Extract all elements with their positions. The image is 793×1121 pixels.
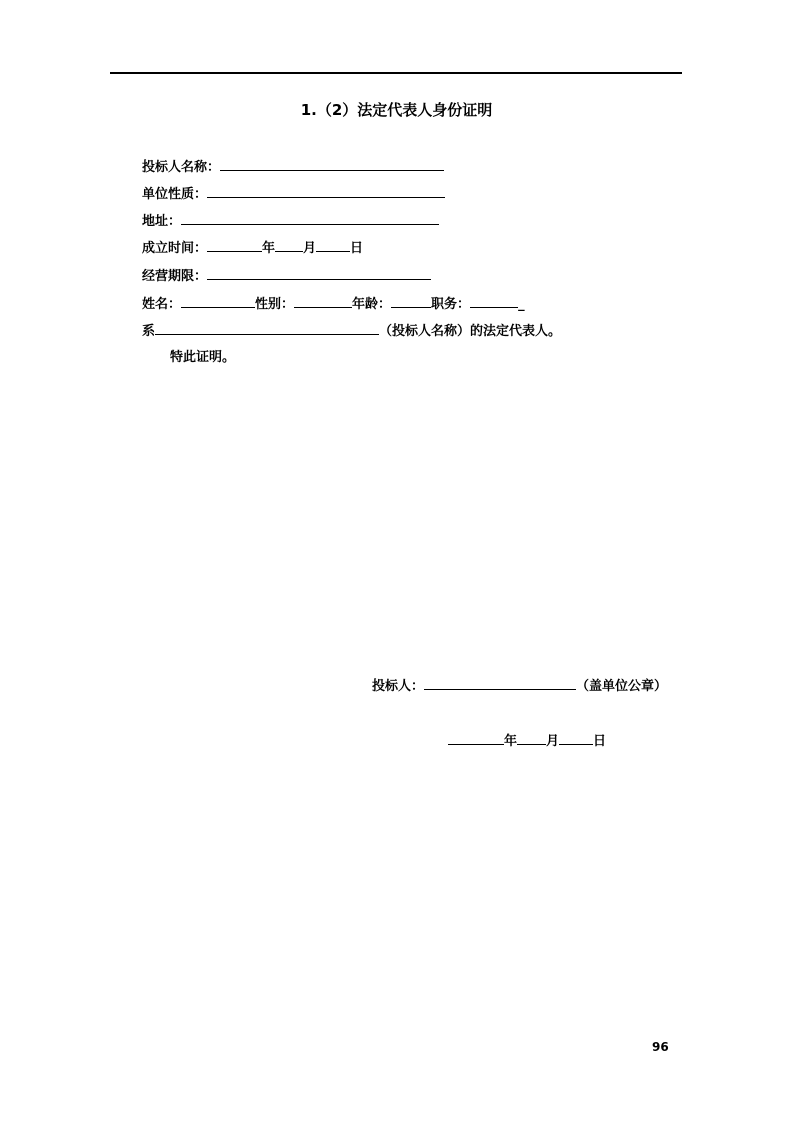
established-day-blank[interactable]: [316, 238, 350, 252]
age-blank[interactable]: [391, 294, 431, 308]
signature-bidder-blank[interactable]: [424, 676, 576, 690]
bidder-name-row: [142, 157, 444, 177]
age-label: 年龄：: [352, 297, 392, 312]
signature-year-blank[interactable]: [448, 731, 504, 745]
established-year-blank[interactable]: [207, 238, 262, 252]
page-title: 1.（2）法定代表人身份证明: [300, 101, 493, 119]
trailing-underscore: _: [518, 297, 525, 312]
bidder-name-label: 投标人名称：: [142, 160, 221, 175]
established-row: [142, 238, 363, 258]
position-label: 职务：: [431, 297, 471, 312]
established-day-label: 日: [350, 241, 364, 256]
gender-blank[interactable]: [294, 294, 352, 308]
legal-rep-company-blank[interactable]: [155, 321, 379, 335]
established-year-label: 年: [262, 241, 276, 256]
bidder-name-blank[interactable]: [220, 157, 444, 171]
signature-date-row: [448, 731, 606, 751]
signature-day-label: 日: [593, 734, 607, 749]
signature-month-blank[interactable]: [517, 731, 546, 745]
person-row: [142, 294, 525, 314]
term-row: [142, 266, 431, 286]
certify-text: 特此证明。: [170, 350, 236, 365]
name-blank[interactable]: [181, 294, 255, 308]
term-label: 经营期限：: [142, 269, 208, 284]
is-prefix: 系: [142, 324, 156, 339]
signature-month-label: 月: [546, 734, 560, 749]
address-row: [142, 211, 439, 231]
established-month-label: 月: [303, 241, 317, 256]
header-rule: [110, 72, 682, 74]
is-suffix: （投标人名称）的法定代表人。: [379, 324, 562, 339]
signature-day-blank[interactable]: [559, 731, 593, 745]
unit-nature-row: [142, 184, 445, 204]
seal-note: （盖单位公章）: [576, 679, 668, 694]
signature-year-label: 年: [504, 734, 518, 749]
signature-row: [372, 676, 667, 696]
gender-label: 性别：: [255, 297, 295, 312]
unit-nature-blank[interactable]: [207, 184, 445, 198]
address-label: 地址：: [142, 214, 182, 229]
established-label: 成立时间：: [142, 241, 208, 256]
name-label: 姓名：: [142, 297, 182, 312]
established-month-blank[interactable]: [275, 238, 303, 252]
signature-bidder-label: 投标人：: [372, 679, 425, 694]
page-number: 96: [652, 1040, 669, 1054]
legal-rep-row: [142, 321, 561, 341]
unit-nature-label: 单位性质：: [142, 187, 208, 202]
position-blank[interactable]: [470, 294, 518, 308]
term-blank[interactable]: [207, 266, 431, 280]
address-blank[interactable]: [181, 211, 439, 225]
